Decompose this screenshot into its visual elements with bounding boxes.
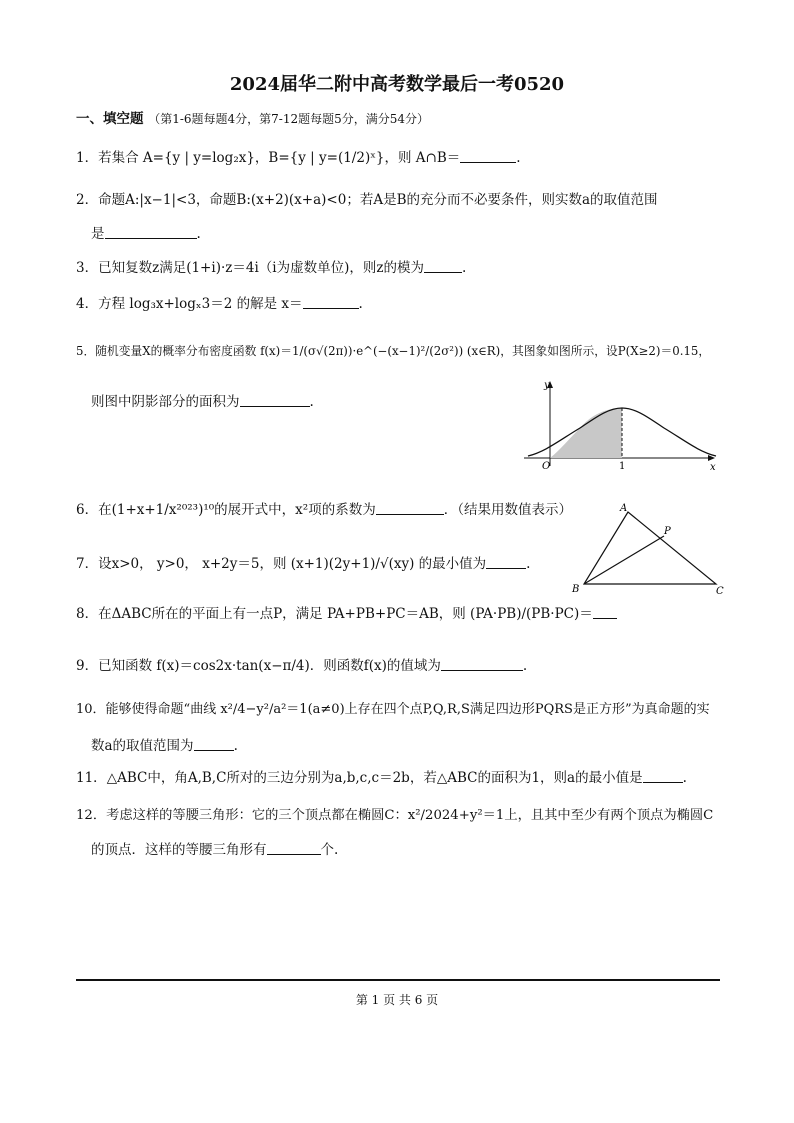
question-number: 3． (76, 260, 99, 276)
question-number: 6． (76, 502, 99, 518)
question-end: . (526, 556, 531, 572)
vertex-a-label: A (620, 503, 628, 514)
question-end: . (233, 738, 238, 754)
question-number: 8． (76, 606, 99, 622)
triangle-abc (584, 512, 716, 584)
question-text: 随机变量X的概率分布密度函数 f(x)＝1/(σ√(2π))·e^(−(x−1)²/(2σ²)) (x∈R)，其图象如图所示，设P(X≥2)＝0.15， (95, 344, 711, 358)
question-end: . (682, 770, 687, 786)
question-number: 7． (76, 556, 99, 572)
answer-blank[interactable] (376, 502, 444, 515)
question-7 (76, 552, 530, 572)
question-8 (76, 602, 617, 622)
question-end: . (358, 296, 363, 312)
answer-blank[interactable] (486, 556, 526, 569)
question-number: 5． (76, 344, 96, 358)
page-number: 第 1 页 共 6 页 (355, 993, 439, 1007)
question-number: 1． (76, 150, 99, 166)
question-2 (76, 188, 658, 208)
answer-blank[interactable] (424, 260, 462, 273)
question-text: 在ΔABC所在的平面上有一点P，满足 PA+PB+PC＝AB，则 (PA·PB)/(PB·PC)＝ (98, 606, 593, 622)
tick-label-1: 1 (619, 461, 626, 472)
question-5 (76, 342, 710, 359)
question-number: 2． (76, 192, 99, 208)
shaded-area (550, 408, 622, 458)
question-12-continued (91, 838, 338, 858)
question-number: 9． (76, 658, 99, 674)
question-text: 方程 log₃x+logₓ3＝2 的解是 x＝ (98, 296, 303, 312)
question-4 (76, 292, 363, 312)
question-end: . (516, 150, 521, 166)
x-label: x (710, 462, 716, 472)
question-5-continued (91, 390, 314, 410)
question-text: 若集合 A={y | y=log₂x}，B={y | y=(1/2)ˣ}，则 A∩B＝ (98, 150, 461, 166)
question-1 (76, 146, 521, 166)
question-11 (76, 766, 687, 786)
question-number: 12． (76, 808, 107, 823)
question-end: 个. (320, 842, 339, 858)
question-number: 4． (76, 296, 99, 312)
answer-blank[interactable] (593, 606, 617, 619)
answer-blank[interactable] (643, 770, 683, 783)
question-text-cont: 是 (91, 226, 105, 242)
section-note: （第1-6题每题4分，第7-12题每题5分，满分54分） (148, 112, 430, 126)
question-text-cont: 则图中阴影部分的面积为 (91, 394, 240, 410)
question-12 (76, 804, 713, 823)
answer-blank[interactable] (303, 296, 359, 309)
question-end: . (522, 658, 528, 674)
answer-blank[interactable] (240, 394, 310, 407)
normal-curve-figure (520, 378, 720, 472)
question-text: 已知函数 f(x)＝cos2x·tan(x−π/4)．则函数f(x)的值域为 (98, 658, 441, 674)
question-10 (76, 698, 710, 717)
origin-label: O (542, 461, 551, 472)
question-10-continued (91, 734, 238, 754)
question-text: 命题A:|x−1|<3，命题B:(x+2)(x+a)<0；若A是B的充分而不必要条件，则实数a的取值范围 (98, 192, 658, 208)
question-text: 在(1+x+1/x²⁰²³)¹⁰的展开式中，x²项的系数为 (98, 502, 376, 518)
point-p-label: P (664, 526, 671, 537)
segment-bp (584, 536, 664, 584)
vertex-b-label: B (572, 584, 580, 595)
question-text: 能够使得命题“曲线 x²/4−y²/a²＝1(a≠0)上存在四个点P,Q,R,S满足四边形PQRS是正方形”为真命题的实 (105, 702, 710, 717)
footer-divider (76, 979, 720, 981)
question-end: ．（结果用数值表示） (443, 502, 572, 518)
answer-blank[interactable] (267, 842, 321, 855)
question-9 (76, 654, 527, 674)
question-text: 已知复数z满足(1+i)·z＝4i（i为虚数单位)，则z的模为 (98, 260, 424, 276)
page-title: 2024届华二附中高考数学最后一考0520 (229, 74, 565, 95)
answer-blank[interactable] (105, 226, 197, 239)
question-number: 11． (76, 770, 107, 786)
question-text: 设x>0， y>0， x+2y＝5，则 (x+1)(2y+1)/√(xy) 的最小值为 (98, 556, 487, 572)
question-6 (76, 498, 572, 518)
answer-blank[interactable] (441, 658, 523, 671)
y-label: y (544, 380, 550, 391)
question-end: . (196, 226, 201, 242)
section-heading (76, 107, 429, 127)
question-text-cont: 数a的取值范围为 (91, 738, 194, 754)
triangle-figure (566, 500, 726, 600)
vertex-c-label: C (716, 586, 724, 597)
question-3 (76, 256, 466, 276)
question-text: 考虑这样的等腰三角形：它的三个顶点都在椭圆C：x²/2024+y²＝1上，且其中至少有两个顶点为椭圆C (106, 808, 714, 823)
answer-blank[interactable] (460, 150, 516, 163)
answer-blank[interactable] (194, 738, 234, 751)
question-text-cont: 的顶点．这样的等腰三角形有 (91, 842, 267, 858)
question-number: 10． (76, 702, 106, 717)
section-title: 一、填空题 (76, 111, 144, 127)
question-end: . (461, 260, 467, 276)
question-2-continued (91, 222, 201, 242)
question-text: △ABC中，角A,B,C所对的三边分别为a,b,c,c＝2b，若△ABC的面积为1，则a的最小值是 (106, 770, 643, 786)
question-end: . (309, 394, 314, 410)
